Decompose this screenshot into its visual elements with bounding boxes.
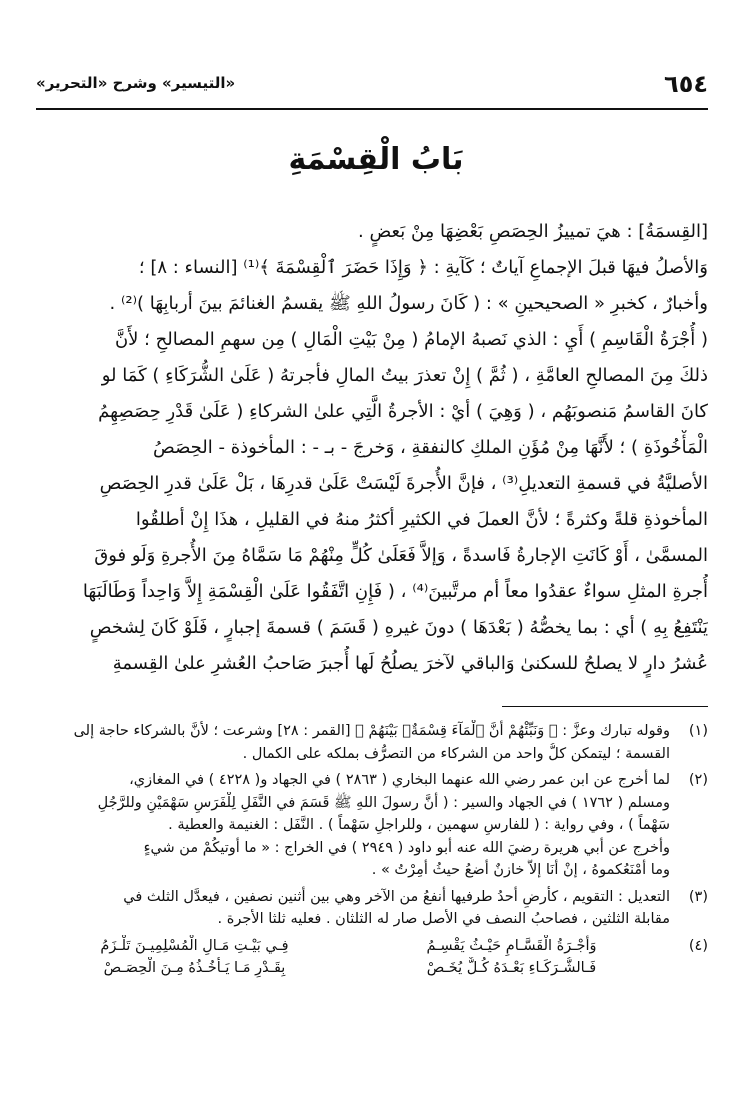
verse-hemistich: وَأُجْـرَةُ الْقَسَّـامِ حَيْـثُ يَقْسِـمُ — [426, 937, 597, 954]
text-line: المسمَّىٰ ، أَوْ كَانَتِ الإجارةُ فَاسدةً ، وَإلاَّ فَعَلَىٰ كُلٍّ مِنْهُمْ مَا سَمَّاهُ مِنَ الأُجرةِ وَلَو فوقَ — [94, 545, 708, 566]
chapter-title: بَابُ الْقِسْمَةِ — [288, 142, 464, 177]
verse-line — [36, 935, 670, 958]
text-line: وأخبارٌ ، كخبرِ « الصحيحينِ » : ( كَانَ رسولُ اللهِ ﷺ يقسمُ الغنائمَ بينَ أربابِهَا )⁽²⁾ . — [109, 293, 708, 314]
text-line: [القِسمَةُ] : هيَ تمييزُ الحِصَصِ بَعْضِهَا مِنْ بَعضٍ . — [358, 221, 708, 242]
footnote-line: التعديل : التقويم ، كأرضٍ أحدُ طرفيها أنفعُ من الآخر وهي بين أثنين نصفين ، فيعدَّل الثلث في — [123, 888, 670, 905]
footnote-line: سَهْماً ) ، وفي رواية : ( للفارسِ سهمين ، وللراجلِ سَهْماً ) . النَّفَل : الغنيمة والعطية . — [168, 817, 670, 833]
text-line: كانَ القاسمُ مَنصوبَهُم ، ( وَهِيَ ) أيْ : الأجرةُ الَّتِي علىٰ الشركاءِ ( عَلَىٰ قَدْرِ حِصَصِهِمُ — [98, 401, 708, 422]
text-line: ( أُجْرَةُ الْقَاسِمِ ) أَيِ : الذي نَصبهُ الإمامُ ( مِنْ بَيْتِ الْمَالِ ) مِن سهمِ المصالحِ ؛ لأَنَّ — [114, 329, 708, 350]
text-line: عُشرُ دارٍ لا يصلحُ للسكنىٰ وَالباقي لآخرَ يصلُحُ لَها أُجبرَ صَاحبُ العُشرِ علىٰ القِسمةِ — [112, 653, 708, 674]
main-text — [36, 214, 708, 682]
footnote — [36, 886, 708, 931]
footnote — [36, 769, 708, 882]
footnote-line: القسمة ؛ ليتمكن كلُّ واحد من الشركاء من التصرُّف بملكه على الكمال . — [242, 745, 670, 762]
footnote-line: مقابلة الثلثين ، فصاحبُ النصف في الأصل صار له الثلثان . فعليه ثلثا الأجرة . — [217, 911, 670, 927]
footnote-line: لما أخرج عن ابن عمر رضي الله عنهما البخاري ( ٢٨٦٣ ) في الجهاد و( ٤٢٢٨ ) في المغازي، — [129, 772, 670, 788]
footnote-line: وأخرج عن أبي هريرة رضيَ الله عنه أبو داود ( ٢٩٤٩ ) في الخراج : « ما أُوتيكُمْ من شيءٍ — [143, 839, 670, 856]
text-line: الأصليَّةُ في قسمةِ التعديلِ⁽³⁾ ، فإنَّ الأُجرةَ لَيْسَتْ عَلَىٰ قدرِهَا ، بَلْ عَلَىٰ قدرِ الحِصَصِ — [99, 473, 708, 494]
text-line: المأخوذةِ قلةً وكثرةً ؛ لأنَّ العملَ في الكثيرِ أكثرُ منهُ في القليلِ ، هذَا إِنْ أطلقُوا — [135, 509, 708, 530]
footnote-line: وما أَمْنَعُكموهُ ، إنْ أنَا إلاَّ خازنٌ أضعُ حيثُ أُمِرْتُ » . — [371, 862, 670, 878]
verse-hemistich: فِـي بَيْـتِ مَـالِ الْمُسْلِمِيـنَ تَلْـزَمُ — [100, 937, 289, 954]
footnote-number: (١) — [688, 723, 708, 739]
verse-hemistich: بِقَـدْرِ مَـا يَـأْخُـذُهُ مِـنَ الْحِصَـصْ — [103, 960, 286, 976]
text-line: ذلكَ مِنَ المصالحِ العامَّةِ ، ( ثُمَّ ) إِنْ تعذرَ بيتُ المالِ فأجرتهُ ( عَلَىٰ الشُّرَكَاءِ ) كَمَا لو — [101, 365, 708, 386]
footnote-rule — [502, 706, 708, 707]
footnote-number: (٤) — [688, 937, 708, 954]
running-title: «التيسير» وشرح «التحرير» — [36, 74, 236, 92]
footnote — [36, 935, 708, 980]
footnote — [36, 720, 708, 765]
footnote-line: ومسلم ( ١٧٦٢ ) في الجهاد والسير : ( أَنَّ رسولَ اللهِ ﷺ قَسَمَ في النَّفَلِ لِلْفَرَسِ سَهْمَيْنِ وللرَّجُلِ — [97, 794, 670, 811]
header-rule — [36, 108, 708, 110]
page-header — [36, 70, 708, 100]
verse-hemistich: فَـالشُّـرَكَـاءِ بَعْـدَهُ كُـلٌّ يُخَـصْ — [426, 960, 597, 976]
text-line: يَنْتَفِعُ بِهِ ) أي : بما يخصُّهُ ( بَعْدَهَا ) دونَ غيرهِ ( قَسَمَ ) قسمةَ إجبارٍ ، فَلَوْ كَانَ لِشخصٍ — [89, 617, 708, 638]
footnote-number: (٢) — [688, 772, 708, 788]
footnote-line: وقوله تبارك وعزَّ : ﴿ وَنَبِّئْهُمْ أَنَّ ٱلْمَآءَ قِسْمَةٌۢ بَيْنَهُمْ ﴾ [القمر : ٢٨] وشرعت ؛ لأنَّ بالشركاء حاجة إلى — [73, 723, 670, 739]
footnote-number: (٣) — [688, 888, 708, 905]
text-line: أُجرةِ المثلِ سواءٌ عقدُوا معاً أم مرتَّبينَ⁽⁴⁾ ، ( فَإِنِ اتَّفَقُوا عَلَىٰ الْقِسْمَةِ إِلاَّ وَاحِداً وَطَالَبَهَا — [82, 581, 708, 602]
text-line: وَالأصلُ فيهَا قبلَ الإجماعِ آياتٌ ؛ كَآيةِ : ﴿ وَإِذَا حَضَرَ ٱلْقِسْمَةَ ﴾⁽¹⁾ [النساء : ٨] ؛ — [138, 257, 708, 278]
footnotes — [36, 720, 708, 984]
verse-line — [36, 957, 670, 980]
page-number: ٦٥٤ — [664, 70, 708, 98]
text-line: الْمَأْخُوذَةِ ) ؛ لأَنَّهَا مِنْ مُؤَنِ الملكِ كالنفقةِ ، وَخرجَ - بـ - : المأخوذة - الحِصَصُ — [153, 437, 708, 458]
